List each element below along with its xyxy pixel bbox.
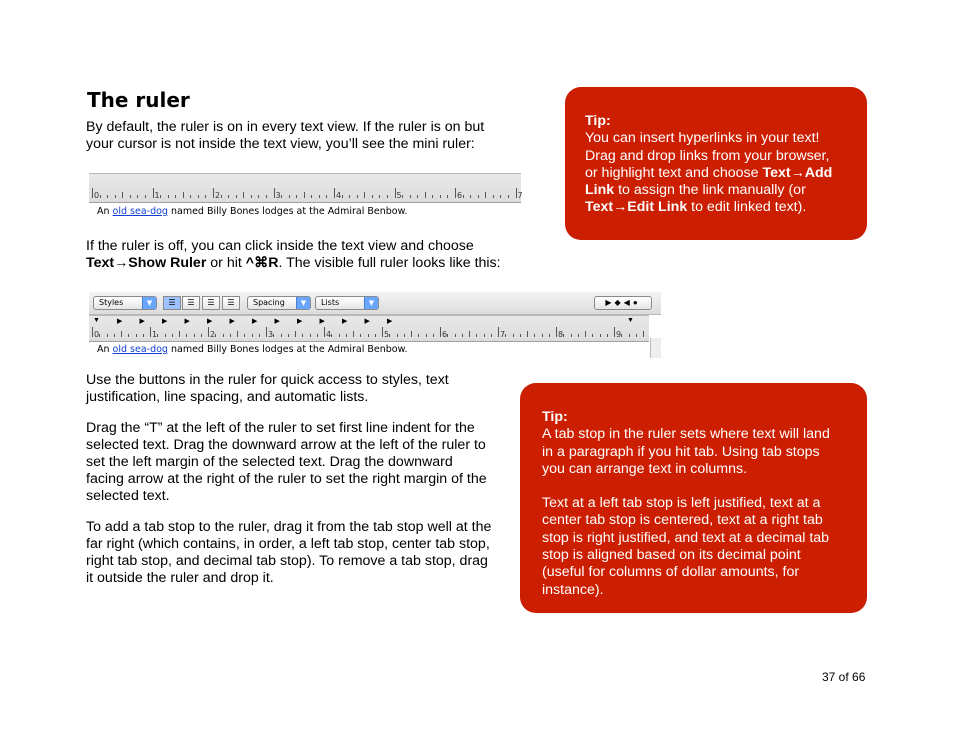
ruler-tick	[128, 334, 129, 337]
right-margin-icon[interactable]: ▼	[627, 317, 634, 324]
styles-popup[interactable]	[93, 296, 157, 310]
ruler-off-paragraph	[86, 238, 501, 272]
left-tab-stop-icon[interactable]: ▶	[364, 318, 370, 325]
page-title: The ruler	[87, 88, 190, 112]
ruler-tick	[289, 195, 290, 198]
ruler-number: 7	[517, 191, 523, 200]
text-line: far right (which contains, in order, a left tab stop, center tab stop,	[86, 536, 490, 552]
ruler-tick	[223, 334, 224, 337]
text-line: right tab stop, and decimal tab stop). To remove a tab stop, drag	[86, 553, 488, 569]
ruler-toolbar	[89, 292, 661, 315]
align-right-icon: ☰	[207, 298, 215, 307]
left-tab-stop-icon[interactable]: ▶	[117, 318, 123, 325]
ruler-tick	[463, 195, 464, 198]
tab-stop-paragraph	[86, 519, 491, 587]
tip-label: Tip:	[585, 113, 611, 129]
chevron-down-icon: ▼	[296, 297, 310, 309]
ruler-tick	[228, 195, 229, 198]
text-line: center tab stop is centered, text at a right tab	[542, 512, 823, 529]
tip-label: Tip:	[542, 409, 568, 425]
ruler-tick	[122, 192, 123, 198]
tip-box-tab-stops	[520, 383, 867, 613]
left-tab-stop-icon[interactable]: ▶	[184, 318, 190, 325]
ruler-tick	[114, 334, 115, 337]
ruler-tick	[520, 334, 521, 337]
ruler-number: 6	[442, 330, 448, 339]
ruler-tick	[221, 195, 222, 198]
ruler-number: 5	[396, 191, 402, 200]
ruler-tick	[387, 195, 388, 198]
ruler-number: 0	[94, 330, 100, 339]
full-ruler-screenshot	[89, 292, 661, 358]
ruler-tick	[549, 334, 550, 337]
text-line: justification, line spacing, and automatic lists.	[86, 389, 369, 405]
ruler-tick	[629, 334, 630, 337]
ruler-tick	[310, 334, 311, 337]
ruler-tick	[121, 331, 122, 337]
left-tab-stop-icon[interactable]: ▶	[342, 318, 348, 325]
ruler-tick	[244, 334, 245, 337]
ruler-tick	[527, 331, 528, 337]
text-line: Text at a left tab stop is left justified, text at a	[542, 495, 821, 512]
ruler-tick	[508, 195, 509, 198]
ruler-tick	[252, 334, 253, 337]
ruler-tick	[368, 334, 369, 337]
ruler-tick	[455, 188, 456, 198]
drag-paragraph	[86, 420, 487, 505]
ruler-tick	[107, 195, 108, 198]
mini-ruler-sample-text	[97, 206, 408, 217]
intro-line: By default, the ruler is on in every text view. If the ruler is on but	[86, 119, 485, 135]
ruler-tick	[493, 195, 494, 198]
ruler-tick	[432, 195, 433, 198]
spacing-popup[interactable]	[247, 296, 311, 310]
ruler-tick	[636, 334, 637, 337]
text-line: stop is aligned based on its decimal point	[542, 547, 801, 564]
edit-link-menu-path: Text→Edit Link	[585, 199, 688, 216]
ruler-tick	[542, 334, 543, 337]
scrollbar[interactable]	[650, 338, 661, 358]
ruler-number: 3	[275, 191, 281, 200]
align-right-button[interactable]	[202, 296, 220, 310]
text-line: Use the buttons in the ruler for quick access to styles, text	[86, 372, 449, 388]
sample-link[interactable]: old sea-dog	[112, 206, 168, 217]
ruler-tick	[183, 192, 184, 198]
ruler-number: 2	[215, 191, 221, 200]
text-line: selected text. Drag the downward arrow at the left of the ruler to	[86, 437, 486, 453]
ruler-tick	[153, 188, 154, 198]
text-line: instance).	[542, 581, 604, 598]
show-ruler-shortcut: ^⌘R	[245, 255, 279, 271]
show-ruler-menu-path: Text→Show Ruler	[86, 255, 207, 271]
styles-popup-label: Styles	[99, 298, 124, 307]
ruler-tick	[157, 334, 158, 337]
text-line: stop is right justified, and text at a decimal tab	[542, 529, 830, 546]
ruler-tick	[160, 195, 161, 198]
ruler-tick	[433, 334, 434, 337]
ruler-tick	[342, 195, 343, 198]
sample-link[interactable]: old sea-dog	[112, 344, 168, 355]
ruler-tick	[418, 334, 419, 337]
ruler-tick	[115, 195, 116, 198]
ruler-number: 4	[336, 191, 342, 200]
text-line: (useful for columns of dollar amounts, for	[542, 564, 800, 581]
ruler-tick	[236, 195, 237, 198]
ruler-tick	[319, 195, 320, 198]
align-left-button[interactable]	[163, 296, 181, 310]
text-line: A tab stop in the ruler sets where text will land	[542, 426, 830, 443]
ruler-tick	[364, 192, 365, 198]
left-tab-stop-icon[interactable]: ▶	[252, 318, 258, 325]
left-tab-stop-icon[interactable]: ▶	[319, 318, 325, 325]
add-link-menu-path-end: Link	[585, 182, 615, 199]
ruler-tick	[194, 334, 195, 337]
ruler-tick	[317, 334, 318, 337]
ruler-tick	[136, 334, 137, 337]
lists-popup-label: Lists	[321, 298, 340, 307]
ruler-tick	[357, 195, 358, 198]
ruler-tick	[145, 195, 146, 198]
tip-paragraph	[542, 426, 851, 478]
ruler-tick	[243, 192, 244, 198]
ruler-tick	[375, 334, 376, 337]
ruler-tick	[92, 327, 93, 337]
ruler-tick	[165, 334, 166, 337]
text-line: in a paragraph if you hit tab. Using tab stops	[542, 443, 820, 460]
ruler-tick	[190, 195, 191, 198]
ruler-tick	[150, 327, 151, 337]
mini-ruler-bar	[89, 173, 521, 203]
text-line: it outside the ruler and drop it.	[86, 570, 274, 586]
ruler-tick	[92, 188, 93, 198]
align-justify-icon: ☰	[227, 298, 235, 307]
ruler-number: 2	[210, 330, 216, 339]
chevron-down-icon: ▼	[142, 297, 156, 309]
ruler-tick	[516, 188, 517, 198]
left-tab-stop-icon[interactable]: ▶	[387, 318, 393, 325]
sample-suffix: named Billy Bones lodges at the Admiral Benbow.	[167, 344, 408, 355]
ruler-tick	[395, 188, 396, 198]
ruler-tick	[360, 334, 361, 337]
ruler-tick	[251, 195, 252, 198]
ruler-off-middle: or hit	[206, 255, 246, 271]
ruler-number: 0	[94, 191, 100, 200]
ruler-tick	[643, 331, 644, 337]
tip-line: or highlight text and choose	[585, 164, 763, 181]
ruler-tick	[592, 334, 593, 337]
ruler-tick	[404, 334, 405, 337]
ruler-tick	[281, 195, 282, 198]
ruler-tick	[346, 334, 347, 337]
ruler-tick	[410, 195, 411, 198]
ruler-tick	[295, 331, 296, 337]
ruler-tick	[425, 192, 426, 198]
ruler-tick	[339, 334, 340, 337]
ruler-tick	[585, 331, 586, 337]
ruler-tick	[440, 195, 441, 198]
ruler-tick	[213, 188, 214, 198]
ruler-tick	[500, 195, 501, 198]
ruler-tick	[273, 334, 274, 337]
center-tab-stop-icon[interactable]: ◆	[614, 298, 624, 307]
ruler-tick	[215, 334, 216, 337]
left-tab-stop-icon[interactable]: ▶	[605, 298, 615, 307]
text-line: set the left margin of the selected text. Drag the downward	[86, 454, 453, 470]
ruler-tick	[484, 334, 485, 337]
ruler-tick	[485, 192, 486, 198]
ruler-tick	[505, 334, 506, 337]
tip-line: to assign the link manually (or	[614, 182, 806, 199]
ruler-number: 5	[384, 330, 390, 339]
ruler-tick	[100, 195, 101, 198]
ruler-tick	[478, 195, 479, 198]
ruler-number: 1	[152, 330, 158, 339]
ruler-tick	[266, 327, 267, 337]
ruler-tick	[578, 334, 579, 337]
ruler-tick	[274, 188, 275, 198]
ruler-tick	[600, 334, 601, 337]
tip-paragraph	[542, 495, 851, 599]
ruler-tick	[397, 334, 398, 337]
ruler-tick	[205, 195, 206, 198]
align-center-icon: ☰	[187, 298, 195, 307]
align-center-button[interactable]	[182, 296, 200, 310]
ruler-tick	[571, 334, 572, 337]
ruler-tick	[179, 331, 180, 337]
ruler-tick	[447, 195, 448, 198]
ruler-tick	[534, 334, 535, 337]
sample-prefix: An	[97, 344, 113, 355]
ruler-tick	[326, 195, 327, 198]
ruler-tick	[556, 327, 557, 337]
full-ruler-sample-text	[97, 344, 408, 355]
ruler-tick	[296, 195, 297, 198]
page-number: 37 of 66	[822, 670, 866, 684]
ruler-off-line: If the ruler is off, you can click inside the text view and choose	[86, 238, 474, 254]
left-tab-stop-icon[interactable]: ▶	[229, 318, 235, 325]
tip-line: You can insert hyperlinks in your text!	[585, 130, 820, 147]
ruler-tick	[186, 334, 187, 337]
ruler-tick	[288, 334, 289, 337]
buttons-paragraph	[86, 372, 449, 406]
ruler-tick	[230, 334, 231, 337]
ruler-tick	[476, 334, 477, 337]
ruler-tick	[302, 334, 303, 337]
ruler-tick	[563, 334, 564, 337]
intro-line: your cursor is not inside the text view, you’ll see the mini ruler:	[86, 136, 475, 152]
ruler-tick	[331, 334, 332, 337]
ruler-tick	[498, 327, 499, 337]
left-tab-stop-icon[interactable]: ▶	[297, 318, 303, 325]
ruler-tick	[382, 327, 383, 337]
ruler-number: 3	[268, 330, 274, 339]
ruler-off-end: . The visible full ruler looks like this:	[278, 255, 501, 271]
ruler-number: 6	[457, 191, 463, 200]
ruler-tick	[175, 195, 176, 198]
ruler-tick	[621, 334, 622, 337]
ruler-tick	[281, 334, 282, 337]
decimal-tab-stop-icon[interactable]: ●	[632, 298, 641, 307]
ruler-tick	[258, 195, 259, 198]
text-line: To add a tab stop to the ruler, drag it from the tab stop well at the	[86, 519, 492, 535]
first-line-indent-icon[interactable]: ▼	[93, 317, 100, 324]
tip-line: to edit linked text).	[687, 199, 807, 216]
ruler-tick	[334, 188, 335, 198]
ruler-number: 7	[500, 330, 506, 339]
ruler-tick	[172, 334, 173, 337]
left-tab-stop-icon[interactable]: ▶	[207, 318, 213, 325]
ruler-tick	[130, 195, 131, 198]
align-left-icon: ☰	[168, 298, 176, 307]
text-line: Drag the “T” at the left of the ruler to set first line indent for the	[86, 420, 475, 436]
add-link-menu-path: Text→Add	[762, 164, 833, 181]
text-line: you can arrange text in columns.	[542, 460, 748, 477]
ruler-tick	[455, 334, 456, 337]
spacing-popup-label: Spacing	[253, 298, 285, 307]
tab-stop-well[interactable]	[594, 296, 652, 310]
ruler-tick	[462, 334, 463, 337]
ruler-tick	[266, 195, 267, 198]
ruler-tick	[198, 195, 199, 198]
ruler-tick	[353, 331, 354, 337]
ruler-tick	[440, 327, 441, 337]
ruler-tick	[469, 331, 470, 337]
ruler-tick	[614, 327, 615, 337]
ruler-tick	[607, 334, 608, 337]
ruler-number: 8	[558, 330, 564, 339]
tip-line: Drag and drop links from your browser,	[585, 147, 830, 164]
ruler-tick	[137, 195, 138, 198]
align-justify-button[interactable]	[222, 296, 240, 310]
ruler-tick	[99, 334, 100, 337]
ruler-tick	[349, 195, 350, 198]
full-ruler-bar	[89, 315, 649, 342]
ruler-tick	[372, 195, 373, 198]
ruler-tick	[426, 334, 427, 337]
ruler-number: 1	[154, 191, 160, 200]
intro-paragraph	[86, 119, 484, 153]
mini-ruler-screenshot	[89, 170, 521, 222]
ruler-tick	[389, 334, 390, 337]
ruler-tick	[447, 334, 448, 337]
ruler-tick	[491, 334, 492, 337]
ruler-tick	[513, 334, 514, 337]
lists-popup[interactable]	[315, 296, 379, 310]
ruler-tick	[107, 334, 108, 337]
ruler-tick	[324, 327, 325, 337]
ruler-tick	[417, 195, 418, 198]
ruler-tick	[201, 334, 202, 337]
left-tab-stop-icon[interactable]: ▶	[139, 318, 145, 325]
ruler-tick	[304, 192, 305, 198]
ruler-tick	[411, 331, 412, 337]
chevron-down-icon: ▼	[364, 297, 378, 309]
ruler-tick	[208, 327, 209, 337]
ruler-tick	[470, 195, 471, 198]
ruler-tick	[168, 195, 169, 198]
text-line: selected text.	[86, 488, 170, 504]
right-tab-stop-icon[interactable]: ◀	[623, 298, 633, 307]
sample-prefix: An	[97, 206, 113, 217]
ruler-tick	[311, 195, 312, 198]
tip-box-hyperlinks	[565, 87, 867, 240]
text-line: facing arrow at the right of the ruler to set the right margin of the	[86, 471, 487, 487]
ruler-tick	[237, 331, 238, 337]
ruler-tick	[259, 334, 260, 337]
ruler-tick	[402, 195, 403, 198]
left-tab-stop-icon[interactable]: ▶	[162, 318, 168, 325]
ruler-tick	[379, 195, 380, 198]
left-tab-stop-icon[interactable]: ▶	[274, 318, 280, 325]
ruler-tick	[143, 334, 144, 337]
sample-suffix: named Billy Bones lodges at the Admiral Benbow.	[167, 206, 408, 217]
ruler-number: 4	[326, 330, 332, 339]
ruler-number: 9	[616, 330, 622, 339]
